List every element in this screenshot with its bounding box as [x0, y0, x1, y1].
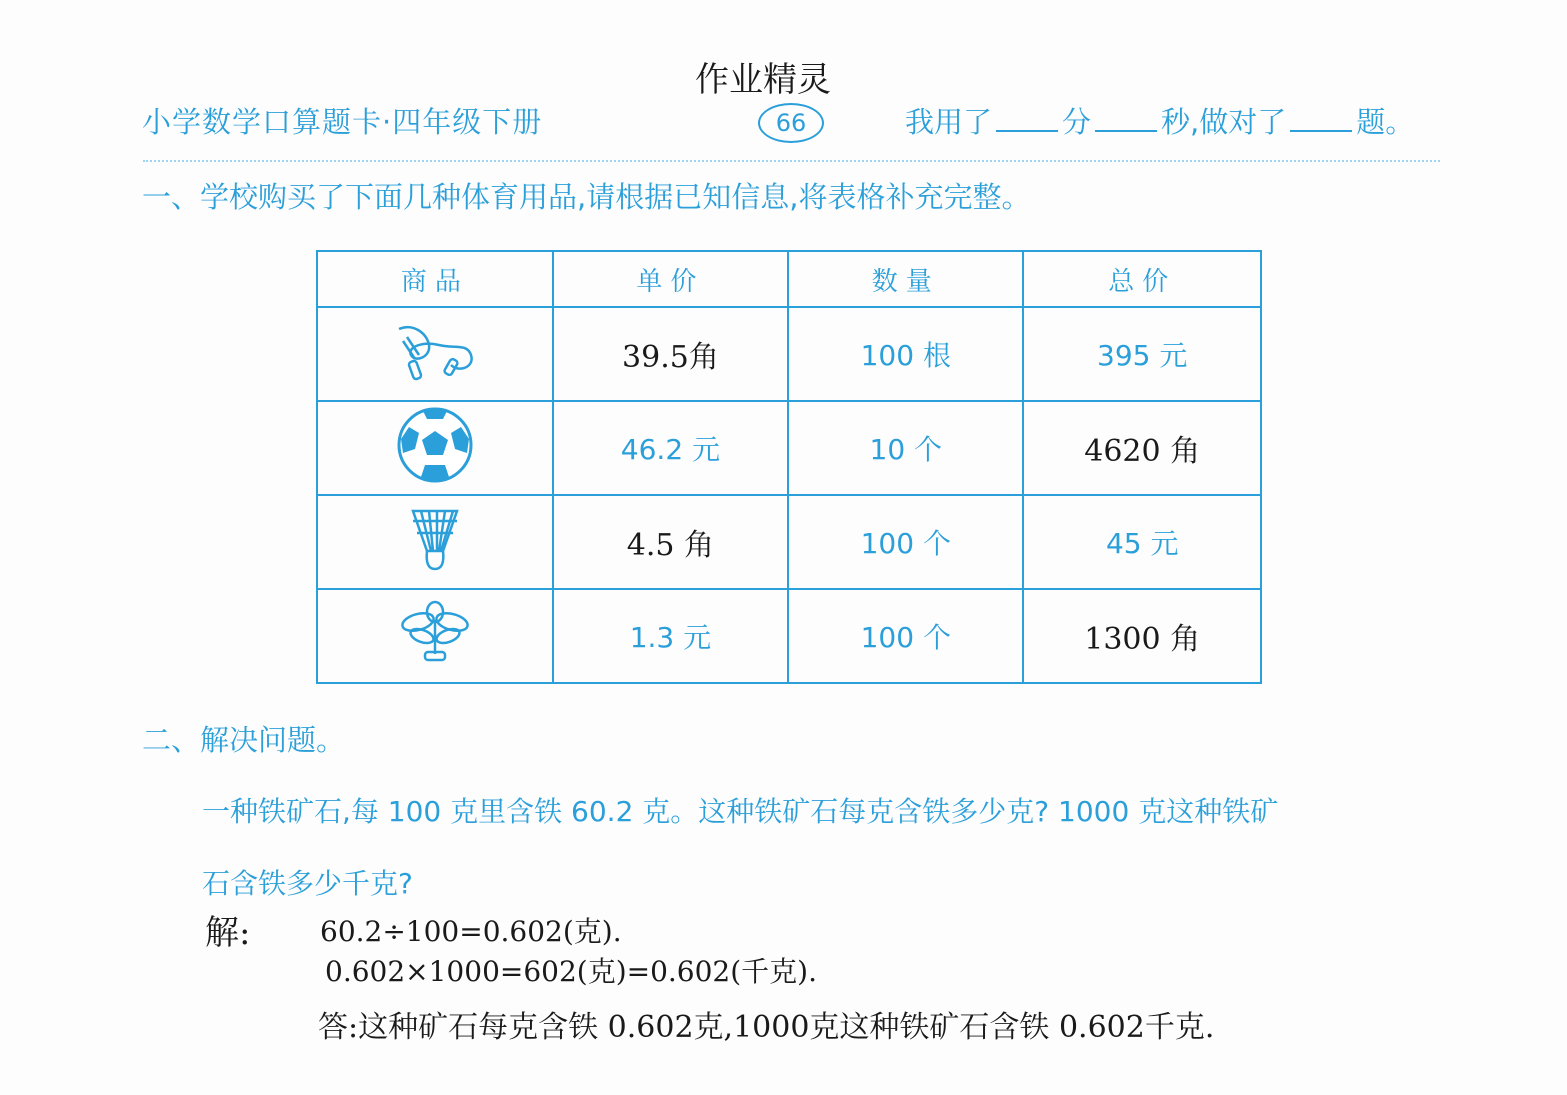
seconds-blank[interactable]	[1095, 104, 1157, 132]
score-seconds-label: 秒,做对了	[1161, 105, 1287, 139]
header-divider	[143, 160, 1440, 162]
quantity-cell: 100 根	[788, 307, 1023, 401]
book-title: 小学数学口算题卡·四年级下册	[142, 105, 543, 139]
solution-label: 解:	[205, 913, 251, 953]
table-row	[317, 495, 1261, 589]
question-line-1: 一种铁矿石,每 100 克里含铁 60.2 克。这种铁矿石每克含铁多少克? 1000 克这种铁矿	[202, 795, 1279, 828]
column-header-unit-price: 单价	[553, 251, 788, 307]
unit-price-cell: 4.5 角	[553, 495, 788, 589]
quantity-cell: 10 个	[788, 401, 1023, 495]
question-line-2: 石含铁多少千克?	[202, 867, 413, 900]
score-prefix: 我用了	[905, 105, 993, 139]
soccer-ball-icon	[395, 405, 475, 485]
total-cell: 395 元	[1023, 307, 1261, 401]
goods-table	[316, 250, 1262, 684]
stamp-text: 作业精灵	[695, 60, 831, 100]
solution-line-1: 60.2÷100=0.602(克).	[320, 915, 622, 948]
table-header-row	[317, 251, 1261, 307]
solution-line-2: 0.602×1000=602(克)=0.602(千克).	[325, 955, 817, 988]
score-minutes-label: 分	[1062, 105, 1092, 139]
unit-price-cell: 39.5角	[553, 307, 788, 401]
column-header-quantity: 数量	[788, 251, 1023, 307]
table-row	[317, 401, 1261, 495]
minutes-blank[interactable]	[996, 104, 1058, 132]
quantity-cell: 100 个	[788, 495, 1023, 589]
unit-price-cell: 46.2 元	[553, 401, 788, 495]
section1-title: 一、学校购买了下面几种体育用品,请根据已知信息,将表格补充完整。	[142, 180, 1031, 214]
correct-count-blank[interactable]	[1290, 104, 1352, 132]
total-cell: 1300 角	[1023, 589, 1261, 683]
column-header-total: 总价	[1023, 251, 1261, 307]
jump-rope-icon	[393, 319, 477, 383]
score-suffix: 题。	[1356, 105, 1415, 139]
table-row	[317, 307, 1261, 401]
quantity-cell: 100 个	[788, 589, 1023, 683]
item-cell	[317, 401, 553, 495]
shuttlecock-icon	[405, 505, 465, 573]
feather-shuttlecock-icon	[398, 600, 472, 666]
column-header-item: 商品	[317, 251, 553, 307]
item-cell	[317, 307, 553, 401]
page-number: 66	[758, 103, 824, 143]
total-cell: 45 元	[1023, 495, 1261, 589]
answer-line: 答:这种矿石每克含铁 0.602克,1000克这种铁矿石含铁 0.602千克.	[318, 1010, 1215, 1045]
item-cell	[317, 589, 553, 683]
section2-title: 二、解决问题。	[142, 723, 346, 757]
item-cell	[317, 495, 553, 589]
score-line	[905, 100, 1414, 141]
total-cell: 4620 角	[1023, 401, 1261, 495]
unit-price-cell: 1.3 元	[553, 589, 788, 683]
table-row	[317, 589, 1261, 683]
